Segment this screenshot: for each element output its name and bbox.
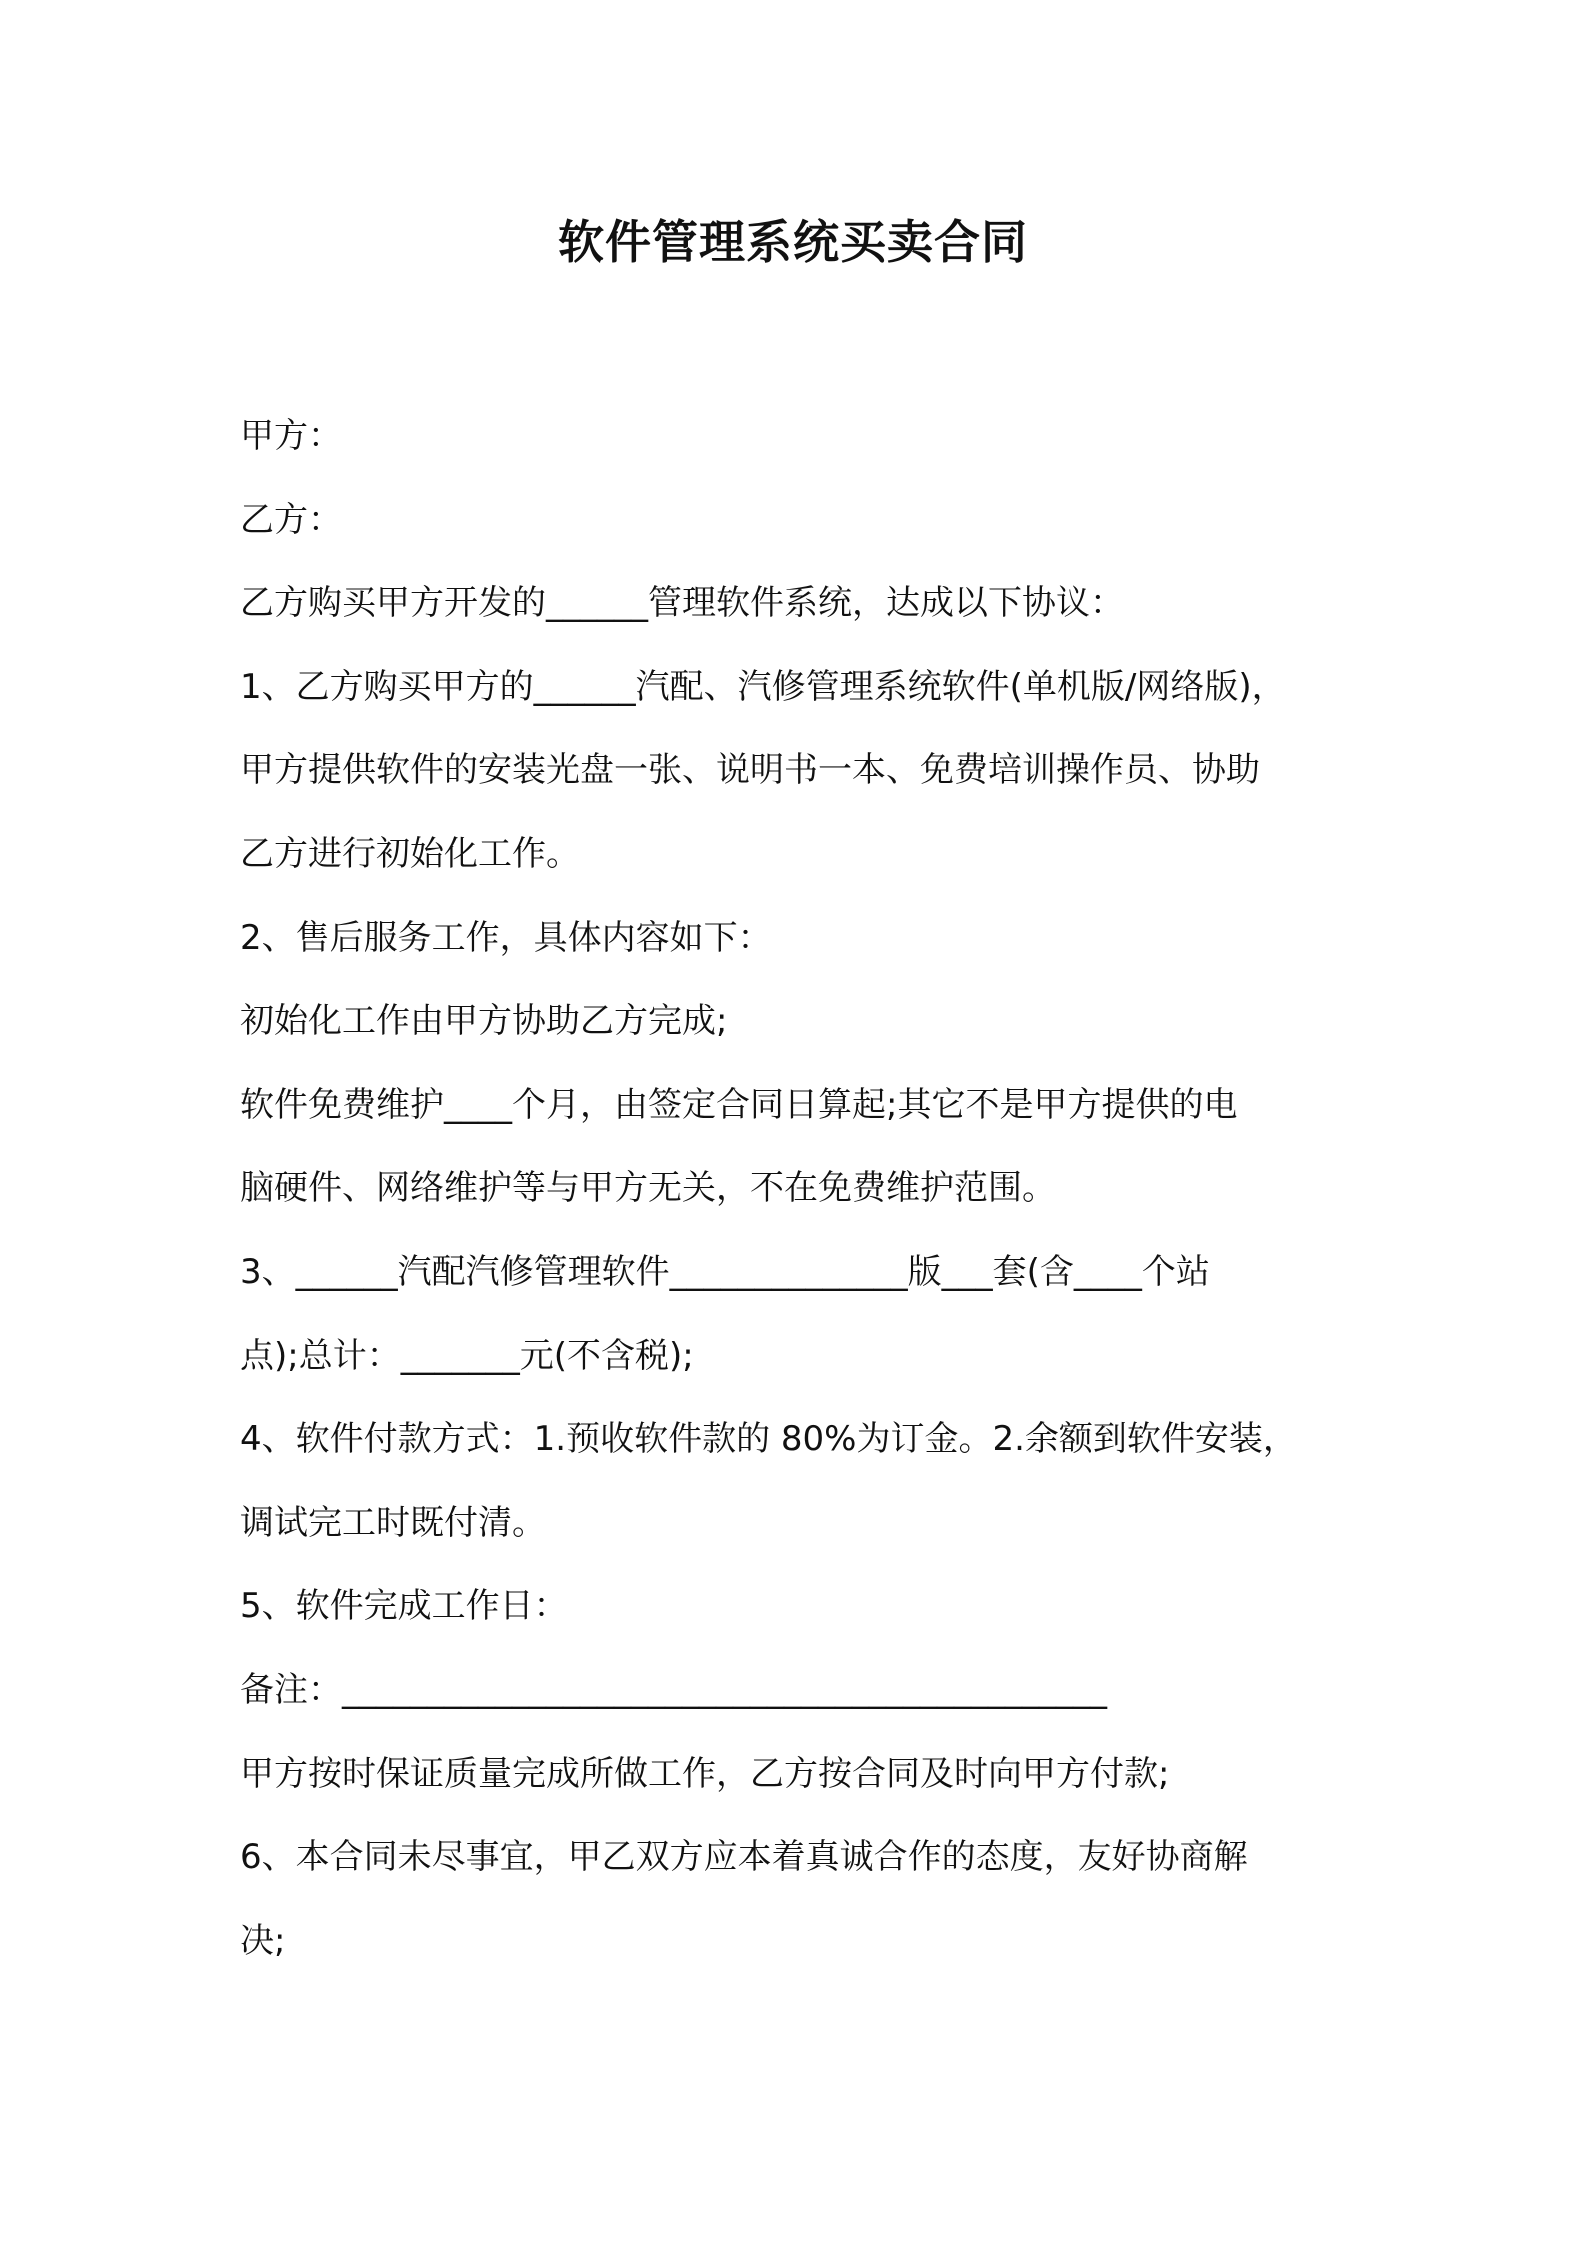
clause-2-heading: 2、售后服务工作，具体内容如下： [240,917,772,958]
clause-1-line-1: 1、乙方购买甲方的______汽配、汽修管理系统软件(单机版/网络版)， [240,666,1286,707]
clause-5-detail: 甲方按时保证质量完成所做工作，乙方按合同及时向甲方付款; [240,1753,1170,1794]
clause-1-line-2: 甲方提供软件的安装光盘一张、说明书一本、免费培训操作员、协助 [240,750,1260,791]
clause-4-line-2: 调试完工时既付清。 [240,1502,546,1543]
document-body [240,408,1386,1996]
party-b-line: 乙方： [240,499,342,540]
agreement-intro: 乙方购买甲方开发的______管理软件系统，达成以下协议： [240,583,1124,624]
clause-2-item-1: 初始化工作由甲方协助乙方完成; [240,1001,728,1042]
clause-5-heading: 5、软件完成工作日： [240,1586,568,1627]
clause-4-line-1: 4、软件付款方式：1.预收软件款的 80%为订金。2.余额到软件安装， [240,1419,1297,1460]
clause-1-line-3: 乙方进行初始化工作。 [240,833,580,874]
clause-6-line-2: 决; [240,1920,286,1961]
clause-2-item-2-line-1: 软件免费维护____个月，由签定合同日算起;其它不是甲方提供的电 [240,1084,1238,1125]
party-a-line: 甲方： [240,416,342,456]
clause-3-line-1: 3、______汽配汽修管理软件______________版___套(含____个站 [240,1251,1210,1292]
clause-3-line-2: 点);总计：_______元(不含税); [240,1335,694,1376]
document-title: 软件管理系统买卖合同 [558,215,1028,269]
clause-2-item-2-line-2: 脑硬件、网络维护等与甲方无关，不在免费维护范围。 [240,1168,1056,1209]
clause-6-line-1: 6、本合同未尽事宜，甲乙双方应本着真诚合作的态度，友好协商解 [240,1837,1248,1878]
remarks-line: 备注：_____________________________________________ [240,1669,1107,1710]
